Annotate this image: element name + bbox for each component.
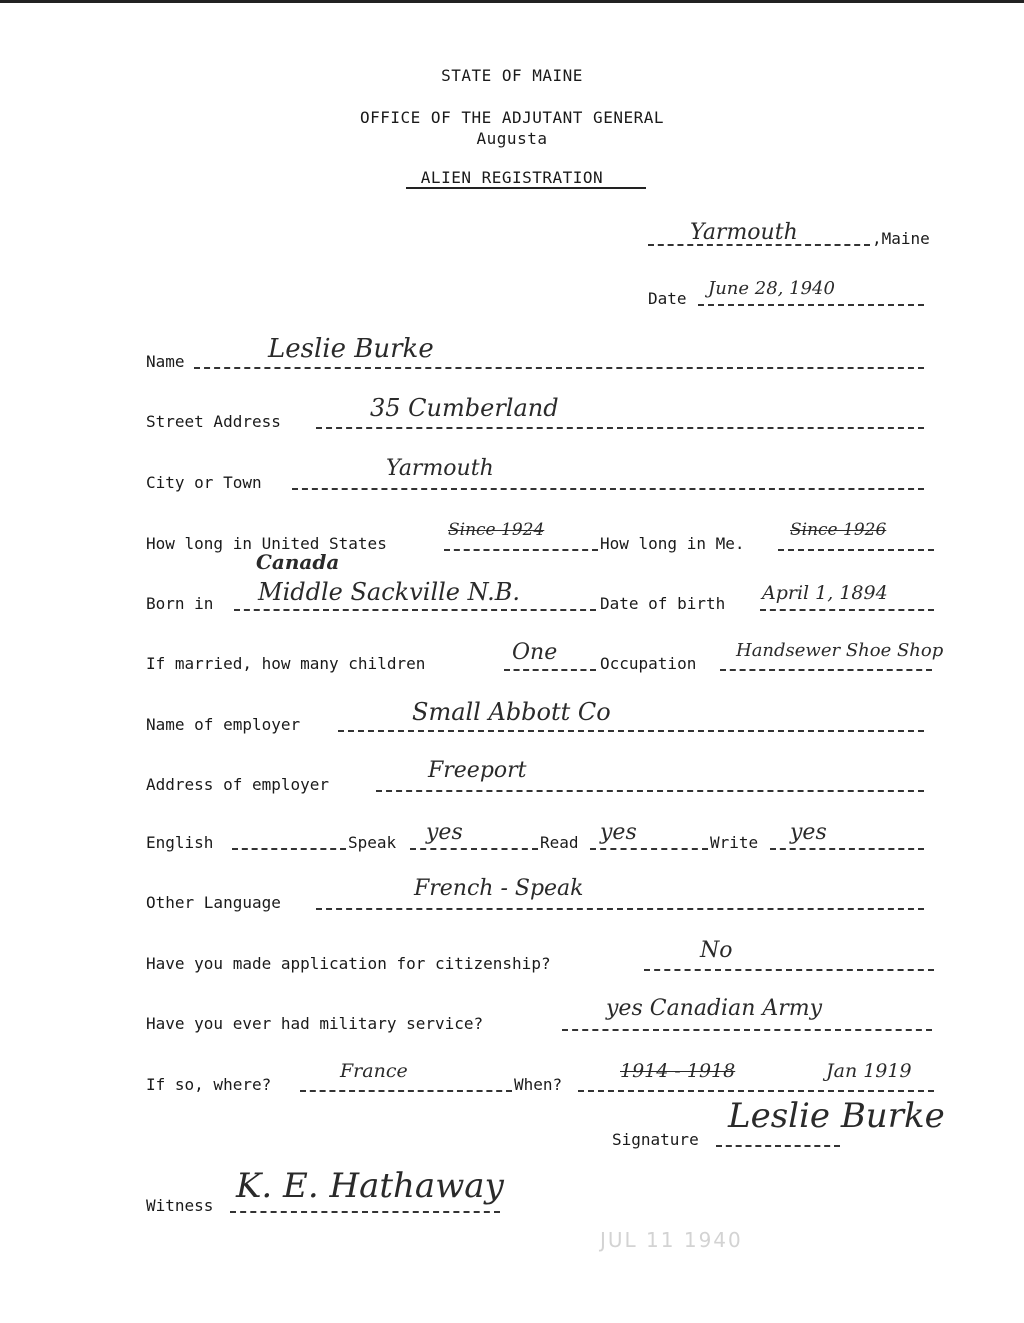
military-line [562, 1029, 932, 1031]
street-line [316, 427, 924, 429]
how-long-us-value: Since 1924 [448, 520, 545, 540]
country-note: Canada [256, 550, 340, 574]
dob-label: Date of birth [600, 594, 726, 613]
where-label: If so, where? [146, 1075, 272, 1094]
name-line [194, 367, 924, 369]
date-line [698, 304, 924, 306]
where-line [300, 1090, 512, 1092]
received-stamp: JUL 11 1940 [600, 1228, 743, 1252]
scan-edge [0, 0, 1024, 3]
when-value: Jan 1919 [826, 1060, 912, 1082]
children-line [504, 669, 596, 671]
read-line [590, 848, 708, 850]
citizenship-value: No [700, 938, 733, 963]
speak-label: Speak [348, 833, 397, 852]
how-long-me-value: Since 1926 [790, 520, 887, 540]
occupation-label: Occupation [600, 654, 697, 673]
employer-address-value: Freeport [428, 758, 527, 783]
witness-label: Witness [146, 1196, 214, 1215]
how-long-us-line [444, 549, 598, 551]
name-value: Leslie Burke [268, 334, 434, 364]
when-struck-value: 1914 - 1918 [620, 1060, 736, 1082]
other-language-value: French - Speak [414, 876, 584, 901]
employer-label: Name of employer [146, 715, 301, 734]
read-label: Read [540, 833, 579, 852]
place-value: Yarmouth [690, 220, 798, 245]
place-suffix: ,Maine [872, 229, 930, 248]
children-label: If married, how many children [146, 654, 426, 673]
state-heading: STATE OF MAINE [441, 66, 583, 85]
name-label: Name [146, 352, 185, 371]
write-line [770, 848, 924, 850]
how-long-us-label: How long in United States [146, 534, 387, 553]
born-in-line [234, 609, 596, 611]
witness-line [230, 1211, 500, 1213]
occupation-value: Handsewer Shoe Shop [736, 640, 944, 661]
write-value: yes [790, 820, 827, 845]
children-value: One [512, 640, 558, 665]
when-line [578, 1090, 934, 1092]
city-value: Yarmouth [386, 456, 494, 481]
how-long-me-line [778, 549, 934, 551]
street-label: Street Address [146, 412, 281, 431]
employer-address-label: Address of employer [146, 775, 330, 794]
employer-value: Small Abbott Co [412, 698, 611, 726]
when-label: When? [514, 1075, 563, 1094]
dob-line [760, 609, 934, 611]
english-label: English [146, 833, 214, 852]
employer-address-line [376, 790, 924, 792]
city-label: City or Town [146, 473, 262, 492]
office-heading: OFFICE OF THE ADJUTANT GENERAL [360, 108, 664, 127]
read-value: yes [600, 820, 637, 845]
date-value: June 28, 1940 [708, 278, 835, 299]
street-value: 35 Cumberland [370, 394, 559, 422]
other-language-label: Other Language [146, 893, 281, 912]
how-long-me-label: How long in Me. [600, 534, 745, 553]
city-heading: Augusta [476, 129, 548, 148]
witness-value: K. E. Hathaway [236, 1166, 504, 1206]
where-value: France [340, 1060, 408, 1082]
military-label: Have you ever had military service? [146, 1014, 484, 1033]
dob-value: April 1, 1894 [762, 582, 888, 604]
signature-label: Signature [612, 1130, 699, 1149]
speak-value: yes [426, 820, 463, 845]
title-underline [406, 187, 646, 189]
citizenship-line [644, 969, 934, 971]
born-in-label: Born in [146, 594, 214, 613]
city-line [292, 488, 924, 490]
date-label: Date [648, 289, 687, 308]
signature-line [716, 1145, 840, 1147]
form-title: ALIEN REGISTRATION [420, 168, 604, 187]
citizenship-label: Have you made application for citizenship? [146, 954, 551, 973]
employer-line [338, 730, 924, 732]
born-in-value: Middle Sackville N.B. [258, 578, 520, 606]
english-line [232, 848, 346, 850]
other-language-line [316, 908, 924, 910]
signature-value: Leslie Burke [728, 1096, 945, 1136]
speak-line [410, 848, 538, 850]
military-value: yes Canadian Army [606, 996, 823, 1021]
occupation-line [720, 669, 932, 671]
write-label: Write [710, 833, 759, 852]
